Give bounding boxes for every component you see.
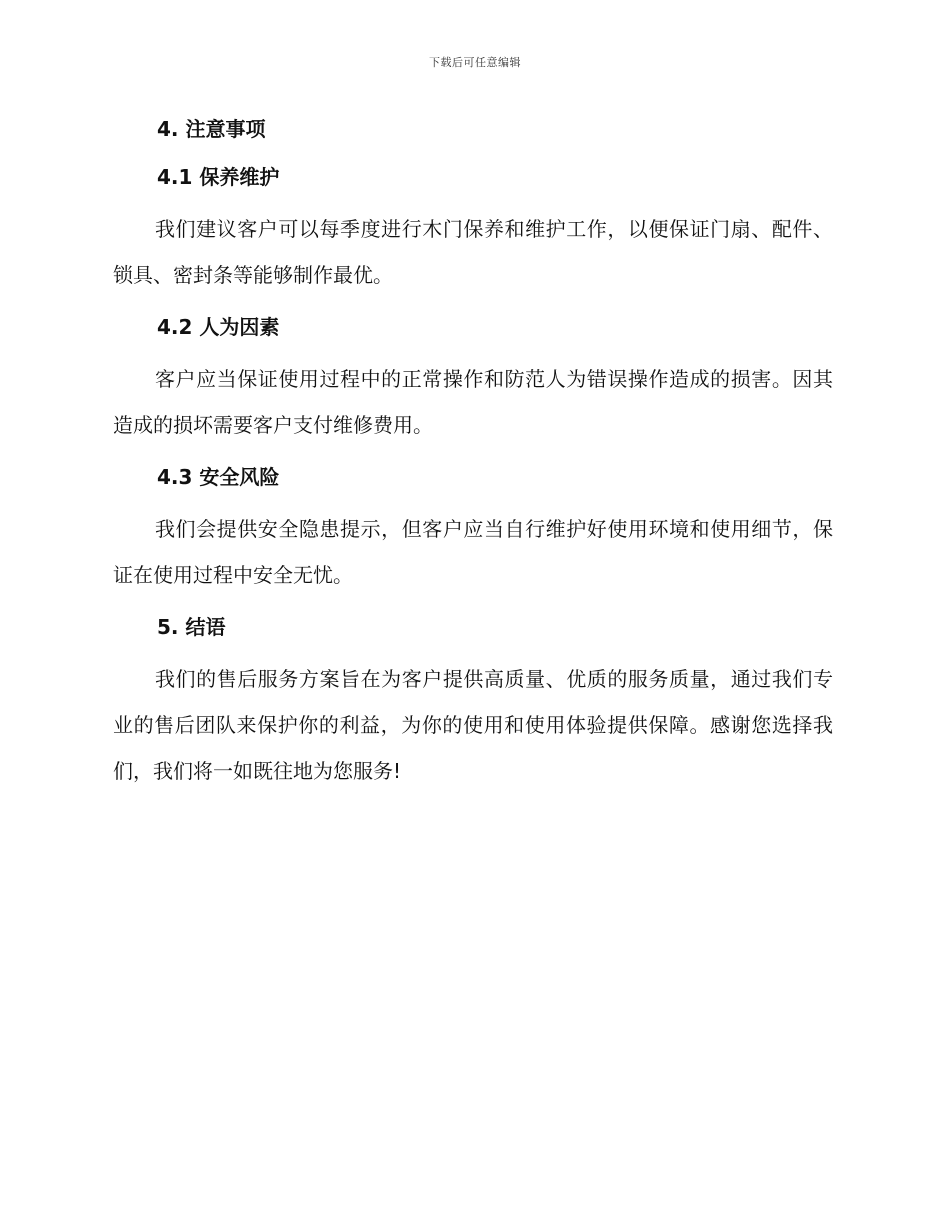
paragraph-safety-risk: 我们会提供安全隐患提示，但客户应当自行维护好使用环境和使用细节，保证在使用过程中安全无忧。: [113, 517, 833, 587]
page-header: 下载后可任意编辑: [429, 56, 521, 69]
section-heading-5: 5. 结语: [157, 615, 226, 639]
section-heading-4: 4. 注意事项: [157, 117, 266, 141]
paragraph-human-factors: 客户应当保证使用过程中的正常操作和防范人为错误操作造成的损害。因其造成的损坏需要客户支付维修费用。: [113, 367, 833, 437]
section-heading-4-2: 4.2 人为因素: [157, 315, 280, 339]
section-heading-4-1: 4.1 保养维护: [157, 165, 280, 189]
paragraph-maintenance: 我们建议客户可以每季度进行木门保养和维护工作，以便保证门扇、配件、锁具、密封条等能够制作最优。: [113, 217, 833, 287]
section-heading-4-3: 4.3 安全风险: [157, 465, 280, 489]
document-body: [113, 112, 833, 794]
paragraph-conclusion: 我们的售后服务方案旨在为客户提供高质量、优质的服务质量，通过我们专业的售后团队来保护你的利益，为你的使用和使用体验提供保障。感谢您选择我们，我们将一如既往地为您服务!: [113, 667, 833, 783]
